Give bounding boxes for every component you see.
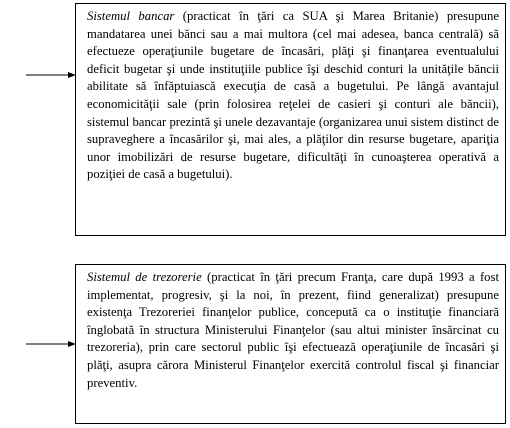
term-label: Sistemul de trezorerie: [87, 270, 202, 284]
definition-text: (practicat în ţări precum Franţa, care după 1993 a fost implementat, progresiv, şi la noi, în prezent, fiind generalizat) presupune existenţa Trezoreriei finanţelor publice, concepută ca o instituţie financiară înglobată în structura Ministerului Finanţelor (sau altui minister însărcinat cu trezoreria), prin care sectorul public îşi efectuează operaţiunile de încasări şi plăţi, asupra cărora Ministerul Finanţelor exercită controlul fiscal şi financiar preventiv.: [87, 270, 499, 390]
definition-box-treasury-system: [75, 264, 506, 424]
definition-box-banking-system: [75, 3, 506, 236]
arrow-icon: [26, 339, 76, 349]
definition-text: (practicat în ţări ca SUA şi Marea Britanie) presupune mandatarea unei bănci sau a mai multora (cel mai adesea, banca centrală) să efectueze operaţiunile bugetare de încasări, plăţi şi finanţarea eventualului deficit bugetar şi unde instituţiile publice îşi deschid conturi la unităţile băncii abilitate să înfăptuiască execuţia de casă a bugetului. Pe lângă avantajul economicităţii sale (prin folosirea reţelei de casieri şi conturi ale băncii), sistemul bancar prezintă şi unele dezavantaje (organizarea unui sistem distinct de supraveghere a încasărilor şi, mai ales, a plăţilor din resurse bugetare, apariţia unor imobilizări de resurse bugetare, dificultăţi în cunoaşterea operativă a poziţiei de casă a bugetului).: [87, 9, 499, 182]
arrow-icon: [26, 70, 76, 80]
term-label: Sistemul bancar: [87, 9, 175, 23]
